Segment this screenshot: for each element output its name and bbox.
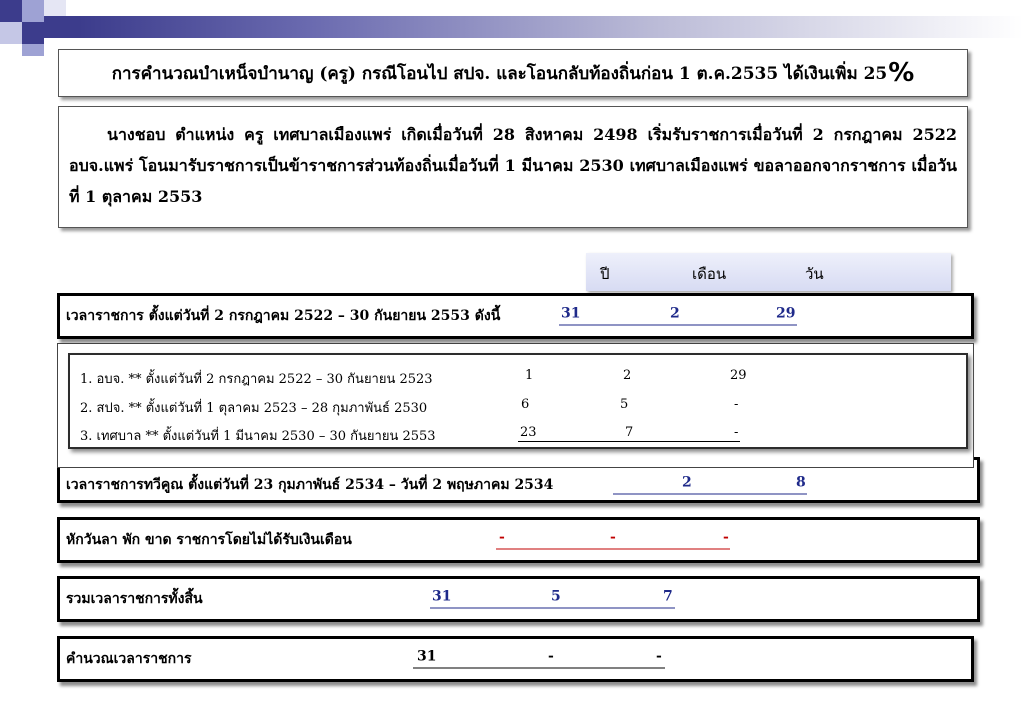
detail-label: 3. เทศบาล ** ตั้งแต่วันที่ 1 มีนาคม 2530 – 30 กันยายน 2553 [80, 429, 436, 444]
detail-day: 29 [730, 368, 747, 383]
service-day: 29 [776, 305, 796, 322]
decor-top-bar [78, 16, 1023, 38]
detail-label: 2. สปจ. ** ตั้งแต่วันที่ 1 ตุลาคม 2523 – 28 กุมภาพันธ์ 2530 [80, 401, 428, 416]
case-description [58, 106, 968, 228]
total-year: 31 [432, 588, 452, 605]
detail-row-3-values [518, 425, 740, 442]
detail-year: 6 [521, 397, 530, 412]
detail-breakdown [68, 353, 968, 449]
leave-deduction-row [57, 517, 980, 563]
detail-month: 2 [623, 368, 632, 383]
service-label: เวลาราชการ ตั้งแต่วันที่ 2 กรกฎาคม 2522 – 30 กันยายน 2553 ดังนี้ [66, 308, 501, 324]
detail-year: 23 [520, 425, 537, 440]
calc-day: - [656, 648, 662, 665]
detail-day: - [734, 425, 739, 440]
title-percent: % [888, 58, 915, 88]
service-period-row [57, 293, 974, 339]
page-title [58, 49, 968, 97]
total-service-row [57, 576, 980, 622]
detail-month: 7 [625, 425, 634, 440]
total-day: 7 [663, 588, 673, 605]
leave-year: - [499, 529, 505, 546]
detail-year: 1 [525, 368, 534, 383]
decor-square-4 [0, 22, 22, 44]
service-month: 2 [670, 305, 680, 322]
title-text: การคำนวณบำเหน็จบำนาญ (ครู) กรณีโอนไป สปจ. และโอนกลับท้องถิ่นก่อน 1 ต.ค.2535 ได้เงินเพิ่ม 25 [111, 63, 888, 84]
leave-month: - [610, 529, 616, 546]
double-month: 2 [682, 474, 692, 491]
decor-square-5 [22, 22, 44, 44]
decor-square-7 [22, 44, 44, 56]
double-values [613, 475, 807, 494]
detail-day: - [734, 397, 739, 412]
decor-square-6 [44, 16, 78, 38]
calc-month: - [548, 648, 554, 665]
total-values [430, 590, 675, 609]
detail-row-3 [80, 425, 436, 446]
leave-label: หักวันลา พัก ขาด ราชการโดยไม่ได้รับเงินเดือน [66, 532, 352, 548]
header-month: เดือน [692, 265, 727, 283]
decor-square-1 [0, 0, 22, 22]
double-day: 8 [796, 474, 806, 491]
double-label: เวลาราชการทวีคูณ ตั้งแต่วันที่ 23 กุมภาพันธ์ 2534 – วันที่ 2 พฤษภาคม 2534 [66, 476, 554, 493]
header-day: วัน [805, 265, 824, 283]
service-year: 31 [561, 305, 581, 322]
decor-square-2 [22, 0, 44, 22]
detail-row-1 [80, 368, 433, 389]
detail-label: 1. อบจ. ** ตั้งแต่วันที่ 2 กรกฎาคม 2522 – 30 กันยายน 2523 [80, 372, 433, 387]
calc-values [413, 650, 665, 669]
leave-day: - [723, 529, 729, 546]
detail-row-2 [80, 397, 427, 418]
service-values [559, 307, 797, 326]
calc-label: คำนวณเวลาราชการ [66, 651, 192, 667]
leave-values [496, 531, 730, 550]
units-header [586, 253, 951, 291]
total-month: 5 [551, 588, 561, 605]
detail-month: 5 [620, 397, 629, 412]
total-label: รวมเวลาราชการทั้งสิ้น [66, 591, 203, 607]
decor-square-3 [44, 0, 66, 16]
header-year: ปี [600, 265, 610, 283]
calc-year: 31 [417, 648, 437, 665]
calc-service-row [57, 636, 974, 682]
case-paragraph: นางชอบ ตำแหน่ง ครู เทศบาลเมืองแพร่ เกิดเมื่อวันที่ 28 สิงหาคม 2498 เริ่มรับราชการเมื่อวันที่ 2 กรกฎาคม 2522 อบจ.แพร่ โอนมารับราชการเป็นข้าราชการส่วนท้องถิ่นเมื่อวันที่ 1 มีนาคม 2530 เทศบาลเมืองแพร่ ขอลาออกจากราชการ เมื่อวันที่ 1 ตุลาคม 2553 [69, 125, 957, 206]
